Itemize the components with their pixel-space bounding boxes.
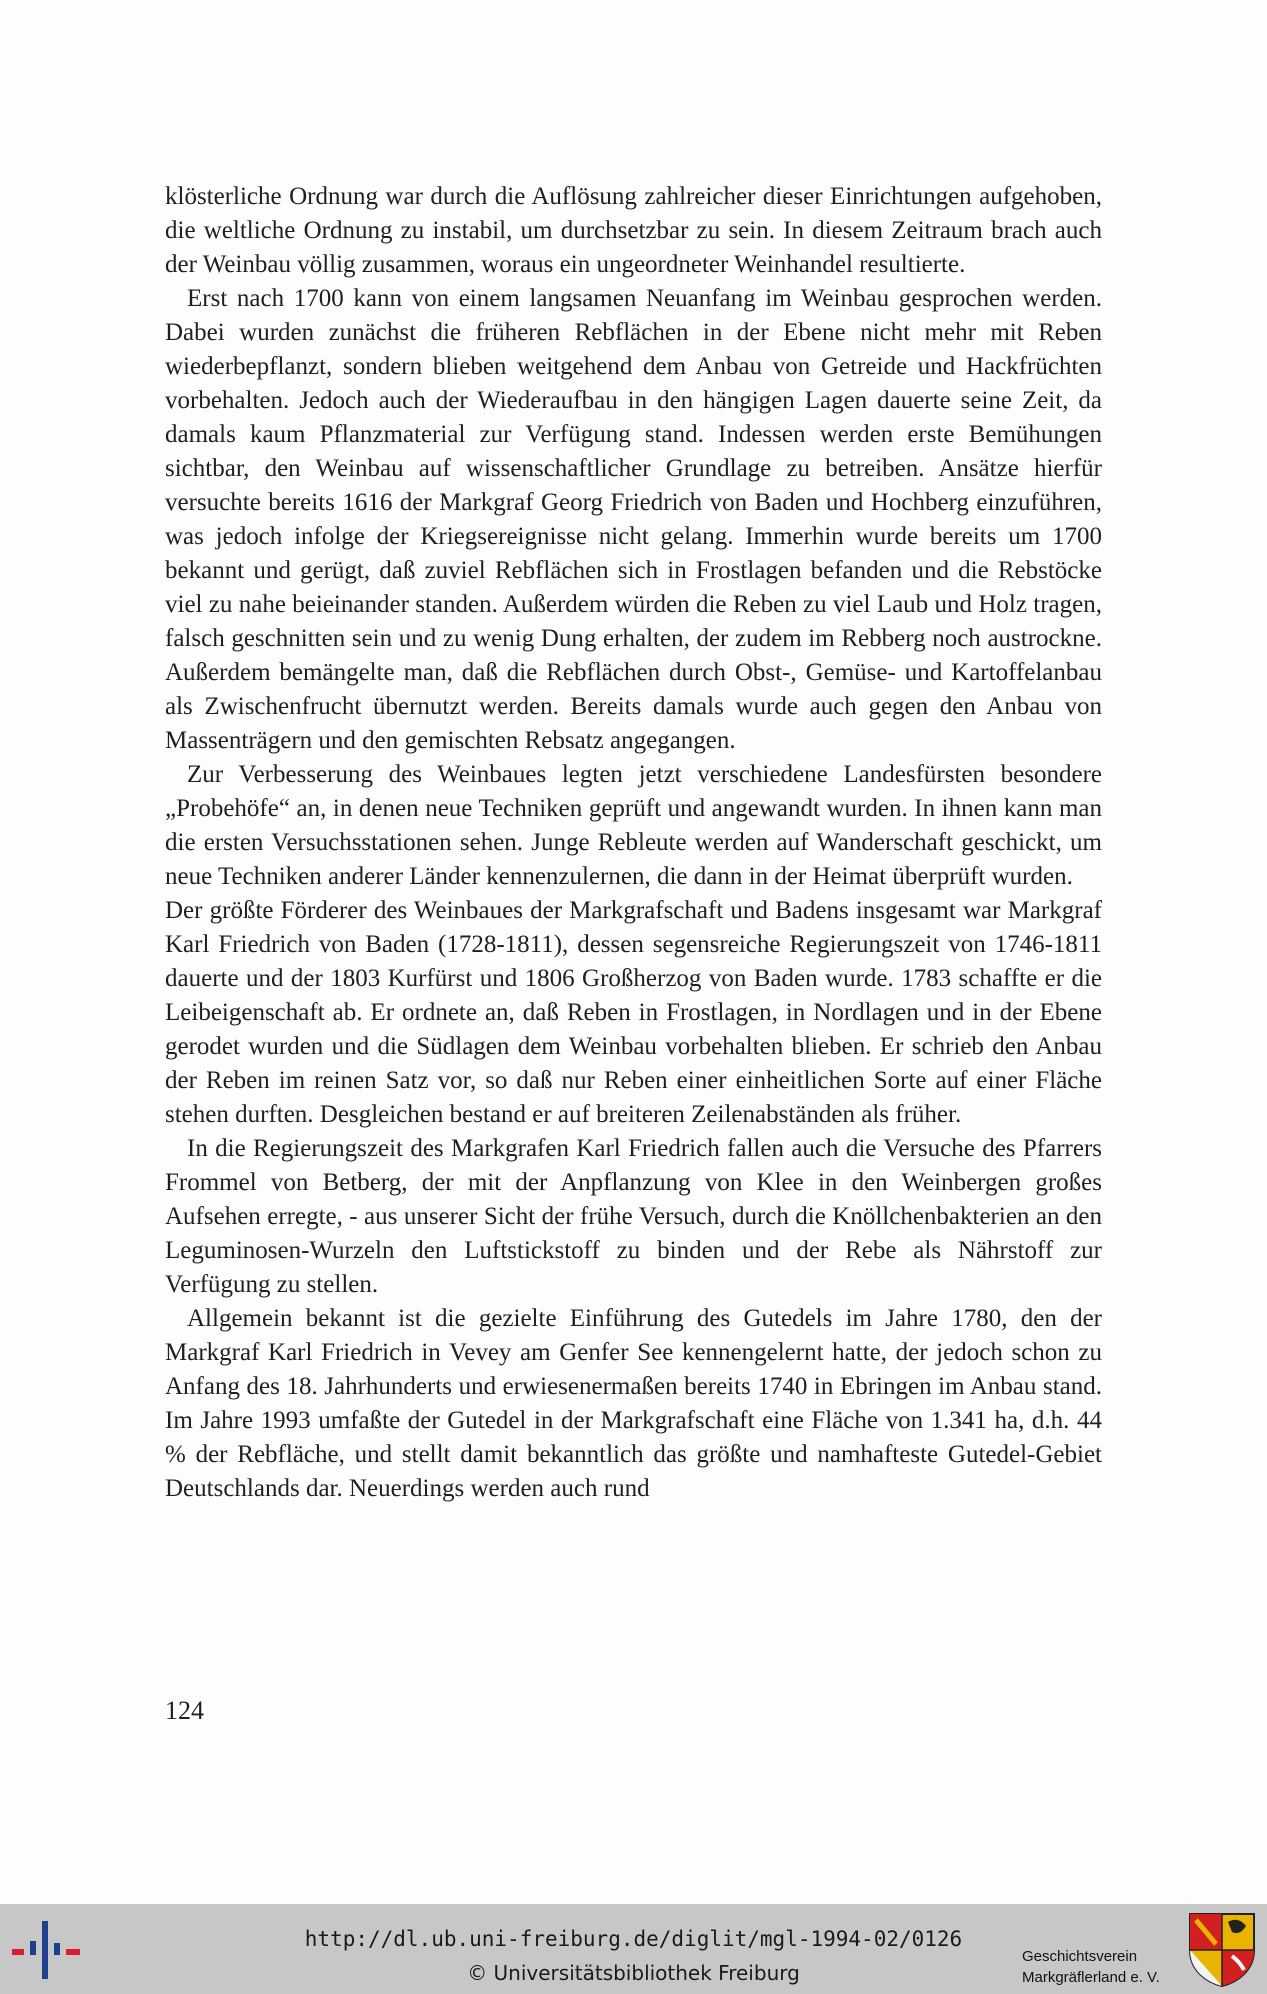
paragraph-1: klösterliche Ordnung war durch die Auflösung zahlreicher dieser Einrichtungen aufgehoben, die weltliche Ordnung zu instabil, um durchsetzbar zu sein. In diesem Zeitraum brach auch der Weinbau völlig zusammen, woraus ein ungeordneter Weinhandel resultierte. bbox=[165, 183, 1102, 278]
paragraph-6: Allgemein bekannt ist die gezielte Einführung des Gutedels im Jahre 1780, den der Markgraf Karl Friedrich in Vevey am Genfer See kennengelernt hatte, der jedoch schon zu Anfang des 18. Jahrhunderts und erwiesenermaßen bereits 1740 in Ebringen im Anbau stand. Im Jahre 1993 umfaßte der Gutedel in der Markgrafschaft eine Fläche von 1.341 ha, d.h. 44 % der Rebfläche, und stellt damit bekanntlich das größte und namhafteste Gutedel-Gebiet Deutschlands dar. Neuerdings werden auch rund bbox=[165, 1305, 1102, 1502]
page-number: 124 bbox=[165, 1696, 204, 1725]
body-text bbox=[165, 180, 1102, 1506]
society-name-line-2: Markgräflerland e. V. bbox=[1022, 1969, 1160, 1986]
footer-bar bbox=[0, 1904, 1267, 1994]
paragraph-4: Der größte Förderer des Weinbaues der Markgrafschaft und Badens insgesamt war Markgraf Karl Friedrich von Baden (1728-1811), dessen segensreiche Regierungszeit von 1746-1811 dauerte und der 1803 Kurfürst und 1806 Großherzog von Baden wurde. 1783 schaffte er die Leibeigenschaft ab. Er ordnete an, daß Reben in Frostlagen, in Nordlagen und in der Ebene gerodet wurden und die Südlagen dem Weinbau vorbehalten blieben. Er schrieb den Anbau der Reben im reinen Satz vor, so daß nur Reben einer einheitlichen Sorte auf einer Fläche stehen durften. Desgleichen bestand er auf breiteren Zeilenabständen als früher. bbox=[165, 897, 1102, 1128]
paragraph-5: In die Regierungszeit des Markgrafen Karl Friedrich fallen auch die Versuche des Pfarrers Frommel von Betberg, der mit der Anpflanzung von Klee in den Weinbergen großes Aufsehen erregte, - aus unserer Sicht der frühe Versuch, durch die Knöllchenbakterien an den Leguminosen-Wurzeln den Luftstickstoff zu binden und der Rebe als Nährstoff zur Verfügung zu stellen. bbox=[165, 1135, 1102, 1298]
footer-url-link[interactable]: http://dl.ub.uni-freiburg.de/diglit/mgl-1994-02/0126 bbox=[304, 1927, 963, 1951]
markgraeflerland-coat-of-arms-icon bbox=[1188, 1912, 1256, 1988]
society-name-line-1: Geschichtsverein bbox=[1022, 1948, 1138, 1965]
footer-copyright: © Universitätsbibliothek Freiburg bbox=[467, 1961, 800, 1985]
society-name bbox=[1022, 1946, 1160, 1988]
paragraph-3: Zur Verbesserung des Weinbaues legten jetzt verschiedene Landesfürsten besondere „Probehöfe“ an, in denen neue Techniken geprüft und angewandt wurden. In ihnen kann man die ersten Versuchsstationen sehen. Junge Rebleute werden auf Wanderschaft geschickt, um neue Techniken anderer Länder kennenzulernen, die dann in der Heimat überprüft wurden. bbox=[165, 761, 1102, 890]
paragraph-2: Erst nach 1700 kann von einem langsamen Neuanfang im Weinbau gesprochen werden. Dabei wurden zunächst die früheren Rebflächen in der Ebene nicht mehr mit Reben wiederbepflanzt, sondern blieben weitgehend dem Anbau von Getreide und Hackfrüchten vorbehalten. Jedoch auch der Wiederaufbau in den hängigen Lagen dauerte seine Zeit, da damals kaum Pflanzmaterial zur Verfügung stand. Indessen werden erste Bemühungen sichtbar, den Weinbau auf wissenschaftlicher Grundlage zu betreiben. Ansätze hierfür versuchte bereits 1616 der Markgraf Georg Friedrich von Baden und Hochberg einzuführen, was jedoch infolge der Kriegsereignisse nicht gelang. Immerhin wurde bereits um 1700 bekannt und gerügt, daß zuviel Rebflächen sich in Frostlagen befanden und die Rebstöcke viel zu nahe beieinander standen. Außerdem würden die Reben zu viel Laub und Holz tragen, falsch geschnitten sein und zu wenig Dung erhalten, der zudem im Rebberg noch austrockne. Außerdem bemängelte man, daß die Rebflächen durch Obst-, Gemüse- und Kartoffelanbau als Zwischenfrucht übernutzt werden. Bereits damals wurde auch gegen den Anbau von Massenträgern und den gemischten Rebsatz angegangen. bbox=[165, 285, 1102, 754]
